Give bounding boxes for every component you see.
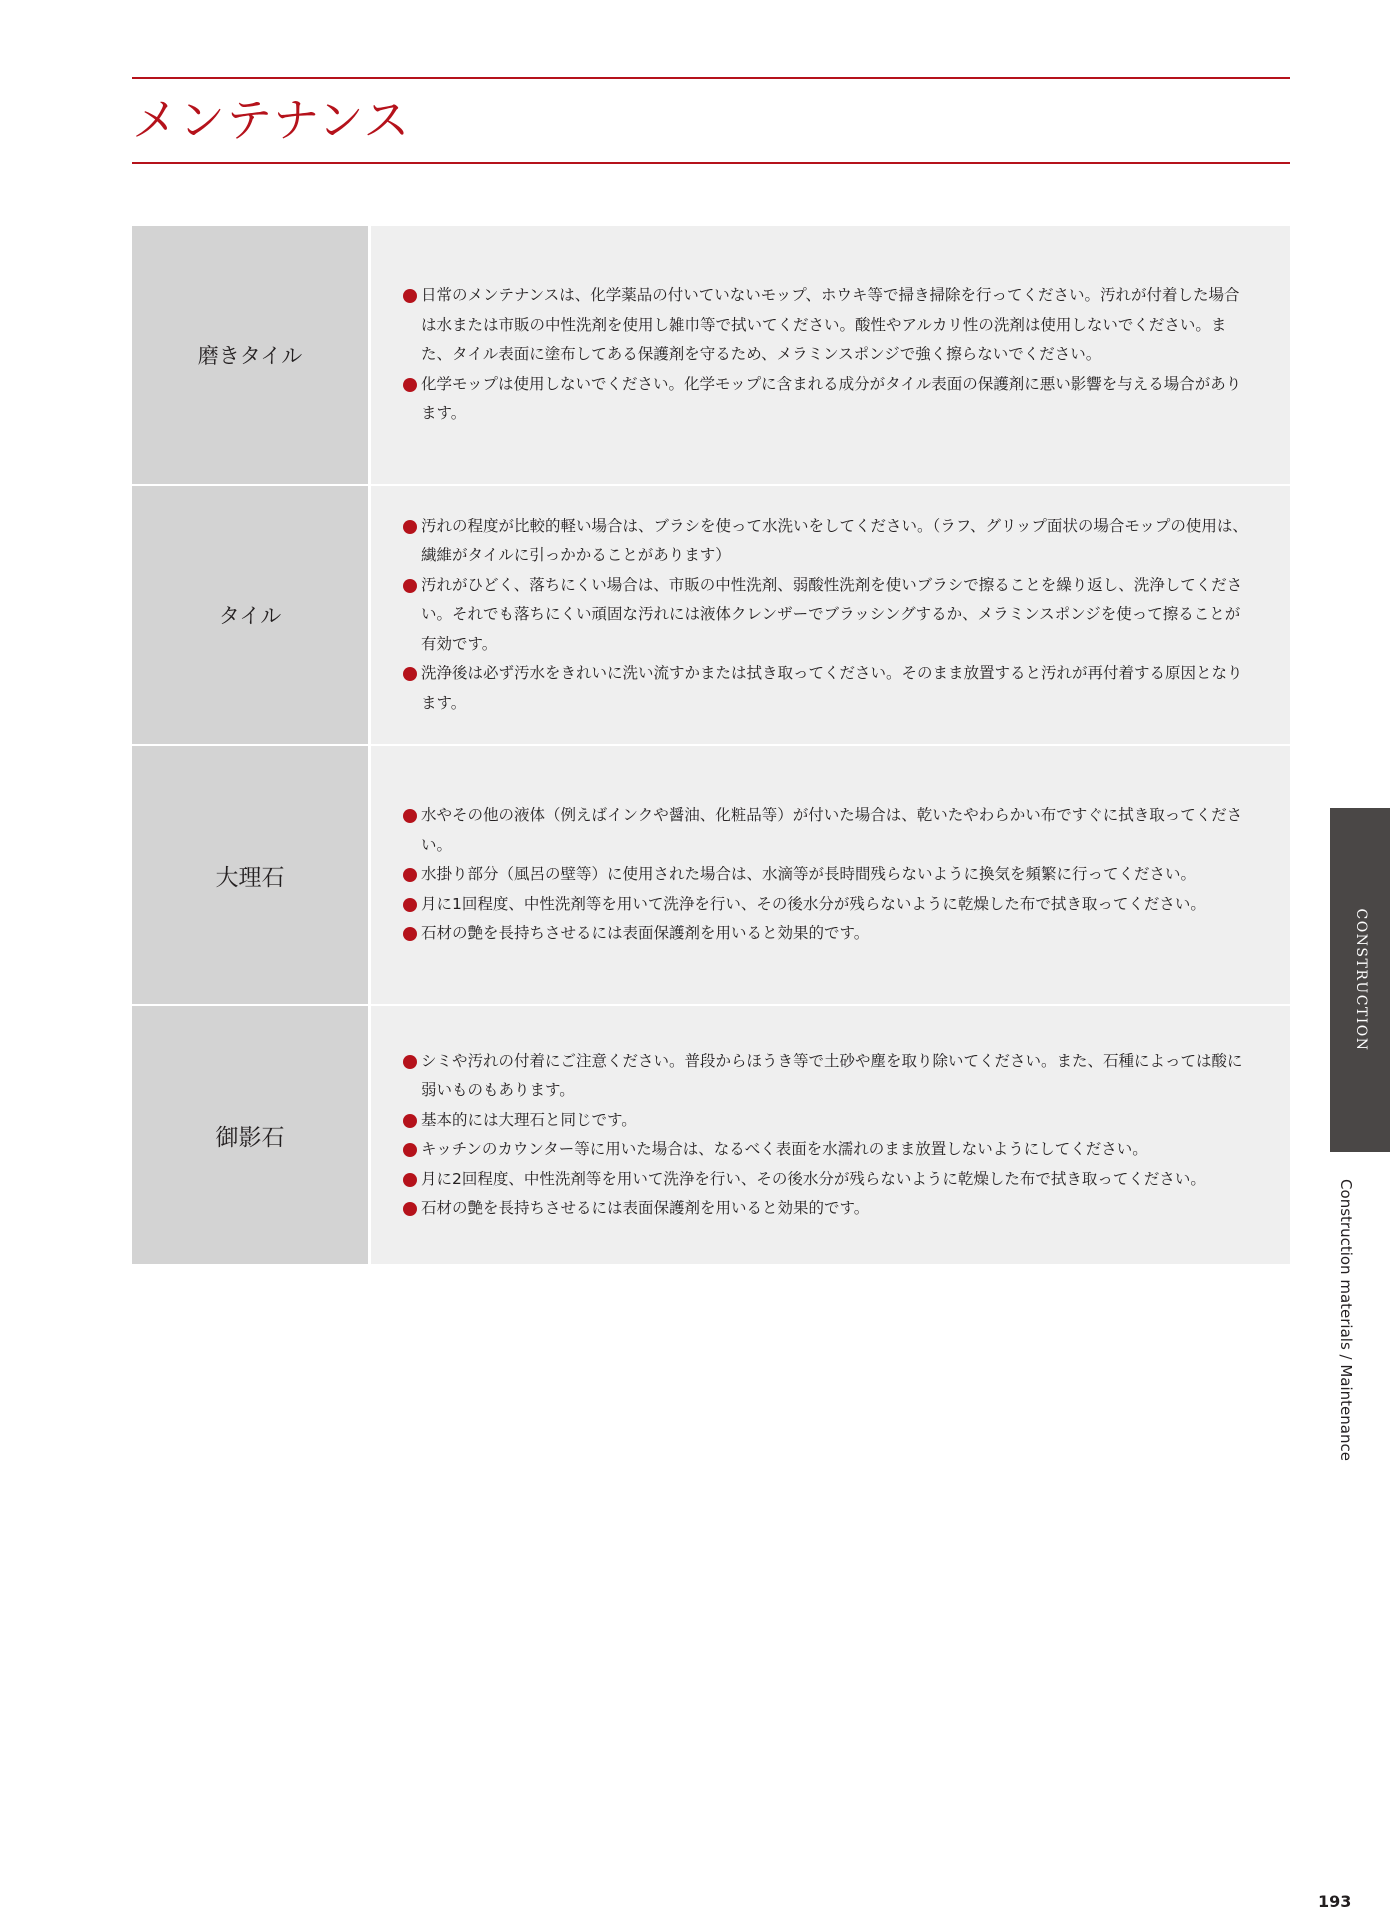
list-item: 水やその他の液体（例えばインクや醤油、化粧品等）が付いた場合は、乾いたやわらかい布ですぐに拭き取ってください。: [405, 801, 1254, 860]
table-row: [132, 486, 1290, 746]
list-item: 月に2回程度、中性洗剤等を用いて洗浄を行い、その後水分が残らないように乾燥した布で拭き取ってください。: [405, 1165, 1254, 1195]
row-content: [371, 486, 1290, 744]
row-label: 大理石: [132, 746, 371, 1004]
bullet-icon: [403, 898, 417, 912]
bullet-icon: [403, 667, 417, 681]
page-title: メンテナンス: [132, 93, 411, 147]
list-item: 洗浄後は必ず汚水をきれいに洗い流すかまたは拭き取ってください。そのまま放置すると汚れが再付着する原因となります。: [405, 659, 1254, 718]
bullet-icon: [403, 927, 417, 941]
list-item: シミや汚れの付着にご注意ください。普段からほうき等で土砂や塵を取り除いてください。また、石種によっては酸に弱いものもあります。: [405, 1047, 1254, 1106]
header-bottom-rule: [132, 162, 1290, 164]
list-item: 月に1回程度、中性洗剤等を用いて洗浄を行い、その後水分が残らないように乾燥した布で拭き取ってください。: [405, 890, 1254, 920]
row-content: [371, 226, 1290, 484]
row-content: [371, 746, 1290, 1004]
section-tab-label: CONSTRUCTION: [1353, 908, 1369, 1052]
row-label: 磨きタイル: [132, 226, 371, 484]
list-item: 基本的には大理石と同じです。: [405, 1106, 1254, 1136]
list-item: 日常のメンテナンスは、化学薬品の付いていないモップ、ホウキ等で掃き掃除を行ってください。汚れが付着した場合は水または市販の中性洗剤を使用し雑巾等で拭いてください。酸性やアルカリ性の洗剤は使用しないでください。また、タイル表面に塗布してある保護剤を守るため、メラミンスポンジで強く擦らないでください。: [405, 281, 1254, 370]
bullet-icon: [403, 579, 417, 593]
list-item: キッチンのカウンター等に用いた場合は、なるべく表面を水濡れのまま放置しないようにしてください。: [405, 1135, 1254, 1165]
bullet-icon: [403, 520, 417, 534]
bullet-icon: [403, 1202, 417, 1216]
list-item: 汚れがひどく、落ちにくい場合は、市販の中性洗剤、弱酸性洗剤を使いブラシで擦ることを繰り返し、洗浄してください。それでも落ちにくい頑固な汚れには液体クレンザーでブラッシングするか、メラミンスポンジを使って擦ることが有効です。: [405, 571, 1254, 660]
table-row: [132, 746, 1290, 1006]
row-label: 御影石: [132, 1006, 371, 1264]
row-content: [371, 1006, 1290, 1264]
bullet-icon: [403, 289, 417, 303]
bullet-icon: [403, 1143, 417, 1157]
list-item: 石材の艶を長持ちさせるには表面保護剤を用いると効果的です。: [405, 1194, 1254, 1224]
list-item: 化学モップは使用しないでください。化学モップに含まれる成分がタイル表面の保護剤に悪い影響を与える場合があります。: [405, 370, 1254, 429]
bullet-icon: [403, 1114, 417, 1128]
section-subtitle: Construction materials / Maintenance: [1337, 1179, 1355, 1461]
bullet-icon: [403, 868, 417, 882]
list-item: 汚れの程度が比較的軽い場合は、ブラシを使って水洗いをしてください。（ラフ、グリップ面状の場合モップの使用は、繊維がタイルに引っかかることがあります）: [405, 512, 1254, 571]
bullet-icon: [403, 378, 417, 392]
table-row: [132, 226, 1290, 486]
bullet-icon: [403, 809, 417, 823]
bullet-icon: [403, 1055, 417, 1069]
page-number: 193: [1318, 1892, 1352, 1911]
row-label: タイル: [132, 486, 371, 744]
list-item: 水掛り部分（風呂の壁等）に使用された場合は、水滴等が長時間残らないように換気を頻繁に行ってください。: [405, 860, 1254, 890]
list-item: 石材の艶を長持ちさせるには表面保護剤を用いると効果的です。: [405, 919, 1254, 949]
table-row: [132, 1006, 1290, 1264]
bullet-icon: [403, 1173, 417, 1187]
header-top-rule: [132, 77, 1290, 79]
maintenance-table: [132, 226, 1290, 1264]
